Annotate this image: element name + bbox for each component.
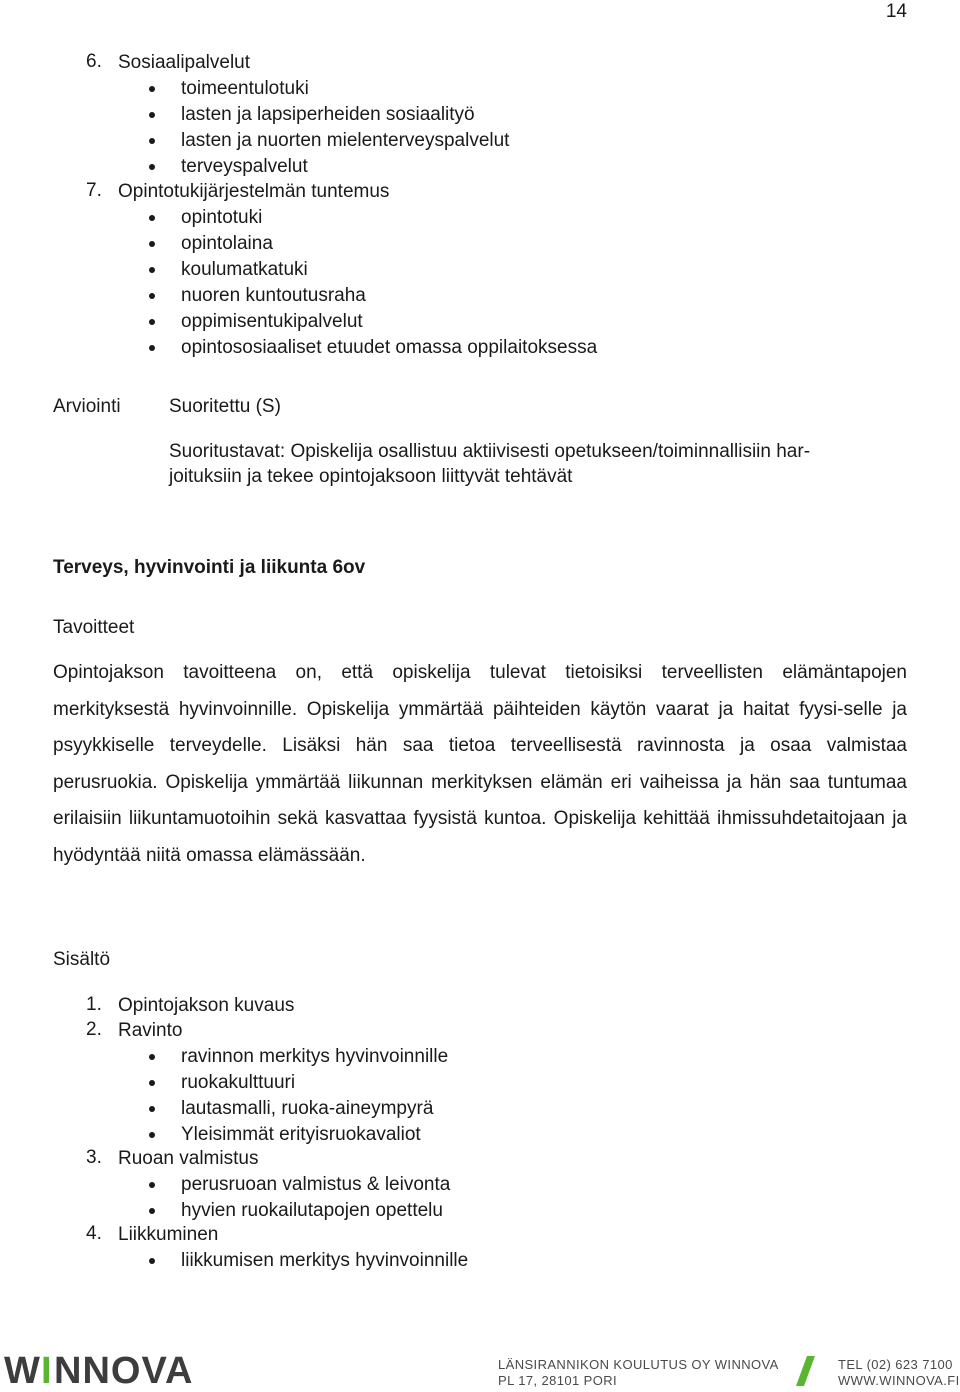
bullet-icon: [149, 1208, 155, 1214]
bullet-icon: [149, 293, 155, 299]
list-item: nuoren kuntoutusraha: [181, 285, 366, 306]
list-item: opintososiaaliset etuudet omassa oppilaitoksessa: [181, 337, 598, 358]
list-item-title: Opintojakson kuvaus: [118, 995, 295, 1016]
bullet-icon: [149, 164, 155, 170]
list-item: koulumatkatuki: [181, 259, 308, 280]
bullet-icon: [149, 1106, 155, 1112]
winnova-logo-icon: [4, 1349, 204, 1389]
list-number: 2.: [86, 1019, 102, 1040]
page-number: 14: [885, 1, 907, 22]
bullet-icon: [149, 1080, 155, 1086]
svg-text:NNOVA: NNOVA: [54, 1350, 194, 1389]
bullet-icon: [149, 112, 155, 118]
course-title: Terveys, hyvinvointi ja liikunta 6ov: [53, 557, 366, 578]
content-heading: Sisältö: [53, 949, 111, 970]
bullet-icon: [149, 1132, 155, 1138]
list-item: hyvien ruokailutapojen opettelu: [181, 1200, 443, 1221]
list-item: lasten ja nuorten mielenterveyspalvelut: [181, 130, 510, 151]
bullet-icon: [149, 138, 155, 144]
list-item: ruokakulttuuri: [181, 1072, 296, 1093]
bullet-icon: [149, 319, 155, 325]
list-item: opintotuki: [181, 207, 263, 228]
bullet-icon: [149, 86, 155, 92]
list-item-title: Liikkuminen: [118, 1224, 219, 1245]
list-number: 7.: [86, 180, 102, 201]
list-item-title: Sosiaalipalvelut: [118, 52, 251, 73]
org-name: LÄNSIRANNIKON KOULUTUS OY WINNOVA: [498, 1357, 779, 1372]
list-number: 4.: [86, 1223, 102, 1244]
assessment-grade: Suoritettu (S): [169, 396, 281, 417]
bullet-icon: [149, 1182, 155, 1188]
list-item: perusruoan valmistus & leivonta: [181, 1174, 451, 1195]
bullet-icon: [149, 345, 155, 351]
list-item: oppimisentukipalvelut: [181, 311, 363, 332]
goals-heading: Tavoitteet: [53, 617, 135, 638]
list-number: 3.: [86, 1147, 102, 1168]
bullet-icon: [149, 241, 155, 247]
bullet-icon: [149, 1258, 155, 1264]
assessment-methods-line2: joituksiin ja tekee opintojaksoon liittyvät tehtävät: [169, 466, 573, 487]
bullet-icon: [149, 267, 155, 273]
list-item-title: Ruoan valmistus: [118, 1148, 259, 1169]
website-link[interactable]: WWW.WINNOVA.FI: [838, 1373, 960, 1388]
accent-slash-icon: [796, 1356, 816, 1386]
list-item: Yleisimmät erityisruokavaliot: [181, 1124, 421, 1145]
svg-text:I: I: [41, 1350, 52, 1389]
list-item: ravinnon merkitys hyvinvoinnille: [181, 1046, 449, 1067]
svg-text:W: W: [4, 1350, 41, 1389]
bullet-icon: [149, 1054, 155, 1060]
assessment-label: Arviointi: [53, 396, 121, 417]
list-item: terveyspalvelut: [181, 156, 308, 177]
org-address: PL 17, 28101 PORI: [498, 1373, 618, 1388]
bullet-icon: [149, 215, 155, 221]
list-item-title: Opintotukijärjestelmän tuntemus: [118, 181, 390, 202]
list-number: 1.: [86, 994, 102, 1015]
list-number: 6.: [86, 51, 102, 72]
list-item-title: Ravinto: [118, 1020, 183, 1041]
phone: TEL (02) 623 7100: [838, 1357, 953, 1372]
list-item: lasten ja lapsiperheiden sosiaalityö: [181, 104, 475, 125]
list-item: toimeentulotuki: [181, 78, 309, 99]
winnova-logo: [4, 1346, 204, 1392]
assessment-methods-line1: Suoritustavat: Opiskelija osallistuu aktiivisesti opetukseen/toiminnallisiin har-: [169, 441, 811, 462]
list-item: opintolaina: [181, 233, 273, 254]
list-item: lautasmalli, ruoka-aineympyrä: [181, 1098, 434, 1119]
goals-paragraph: Opintojakson tavoitteena on, että opiskelija tulevat tietoisiksi terveellisten elämäntapojen merkityksestä hyvinvoinnille. Opiskelija ymmärtää päihteiden käytön vaarat ja haitat fyysi-selle ja psyykkiselle terveydelle. Lisäksi hän saa tietoa terveellisestä ravinnosta ja osaa valmistaa perusruokia. Opiskelija ymmärtää liikunnan merkityksen elämän eri vaiheissa ja hän saa tuntumaa erilaisiin liikuntamuotoihin sekä kasvattaa fyysistä kuntoa. Opiskelija kehittää ihmissuhdetaitojaan ja hyödyntää niitä omassa elämässään.: [53, 662, 907, 866]
list-item: liikkumisen merkitys hyvinvoinnille: [181, 1250, 469, 1271]
